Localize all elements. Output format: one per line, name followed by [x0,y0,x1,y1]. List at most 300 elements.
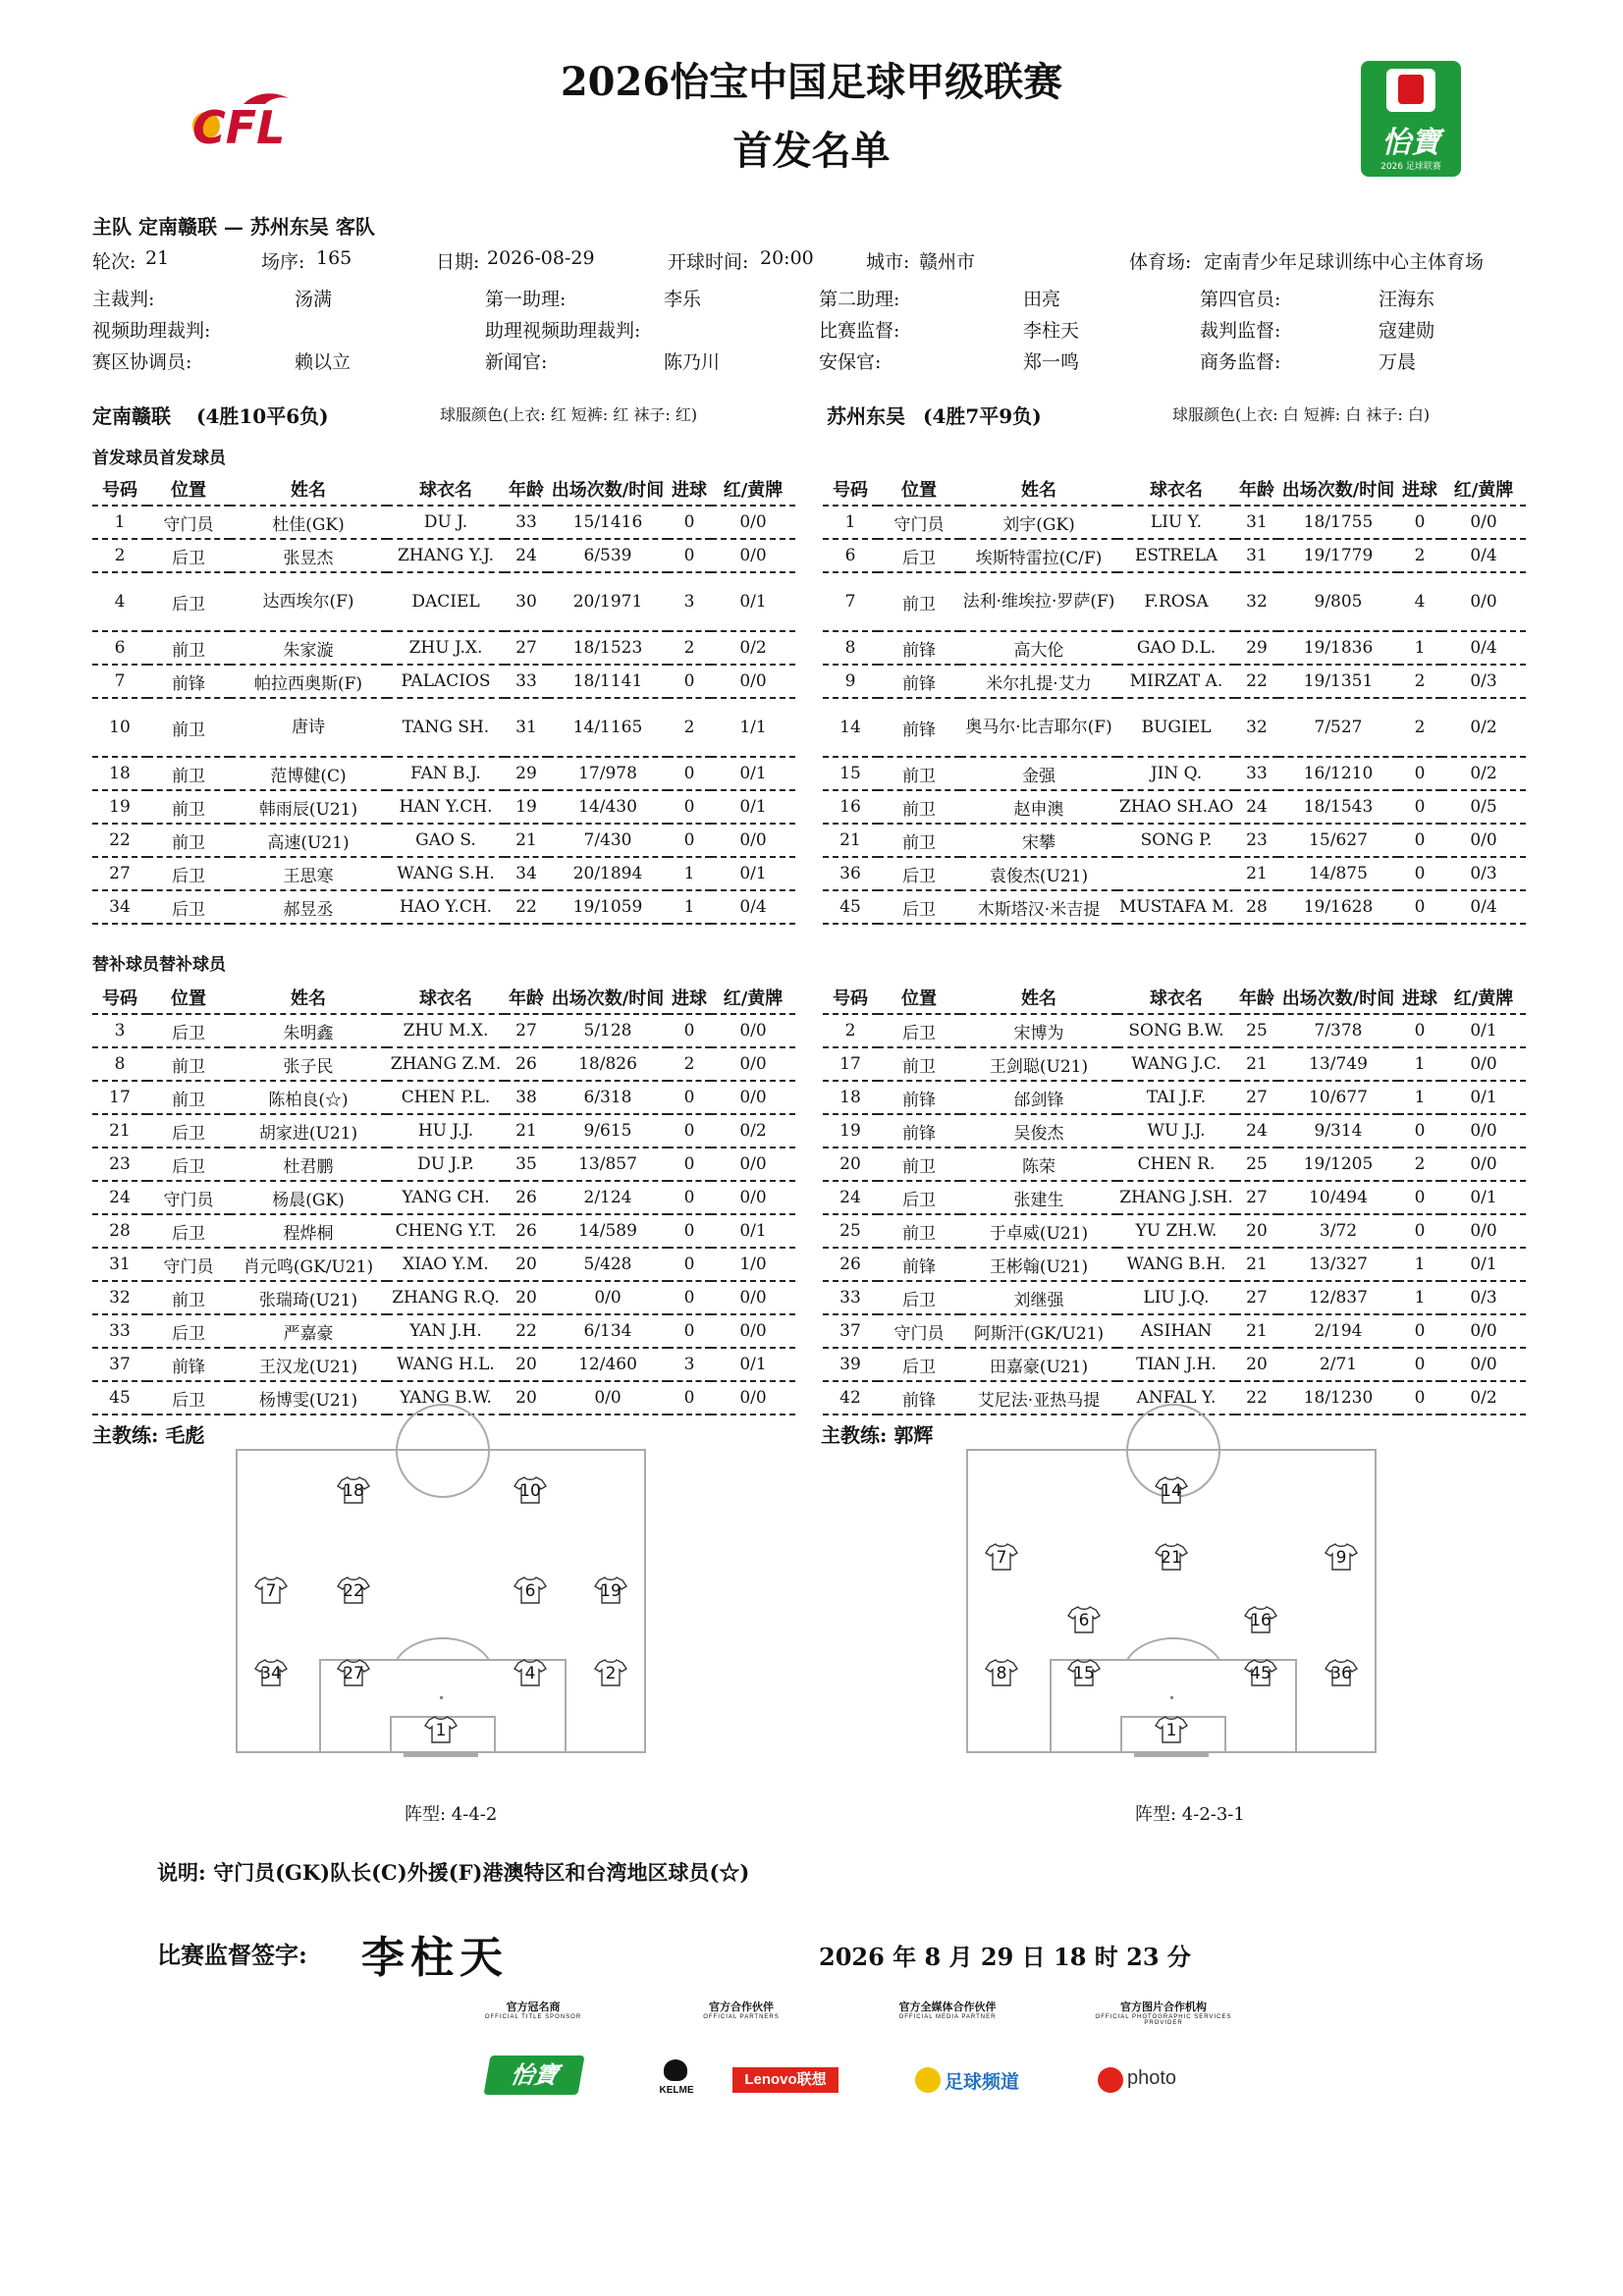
table-cell: 27 [1235,1281,1278,1314]
table-cell: 杨晨(GK) [230,1181,387,1214]
stadium-label: 体育场: [1129,251,1192,273]
home-pitch [236,1449,646,1753]
table-cell: 25 [1235,1148,1278,1181]
table-row [823,1148,1526,1181]
table-cell: 后卫 [147,1014,230,1047]
table-cell: 20 [1235,1214,1278,1248]
column-header: 姓名 [230,982,387,1014]
official-name: 李柱天 [1023,320,1080,342]
sign-label: 比赛监督签字: [157,1941,307,1969]
table-cell: 0 [668,1381,711,1415]
table-cell: 6/318 [548,1081,668,1114]
jersey-number: 14 [1161,1481,1182,1501]
table-cell: 30 [505,572,548,631]
table-cell: 后卫 [878,539,960,572]
svg-text:CFL: CFL [192,101,286,154]
table-cell: 8 [823,631,878,665]
table-cell: 0/1 [711,790,795,824]
table-cell: 0 [1398,1181,1441,1214]
table-cell: 朱家漩 [230,631,387,665]
table-cell: 9 [823,665,878,698]
jersey-number: 15 [1073,1664,1095,1683]
table-cell: MIRZAT A. [1117,665,1235,698]
official-label: 赛区协调员: [92,351,192,373]
away-formation: 阵型: 4-2-3-1 [1135,1804,1245,1825]
table-cell: ZHAO SH.AO [1117,790,1235,824]
table-cell: 田嘉豪(U21) [960,1348,1117,1381]
table-cell: 前锋 [147,665,230,698]
table-cell: ZHANG R.Q. [387,1281,505,1314]
table-cell: BUGIEL [1117,698,1235,757]
table-cell: 高大伦 [960,631,1117,665]
table-cell: 21 [1235,1047,1278,1081]
kickoff-label: 开球时间: [668,251,749,273]
table-cell: 前锋 [878,1248,960,1281]
table-cell: 郝昱丞 [230,890,387,924]
table-cell: 肖元鸣(GK/U21) [230,1248,387,1281]
table-cell: 1/1 [711,698,795,757]
jersey-icon [1325,1542,1358,1572]
city-label: 城市: [866,251,910,273]
table-cell: 3 [92,1014,147,1047]
table-row [823,698,1526,757]
table-cell: 45 [92,1381,147,1415]
table-cell: 守门员 [147,1181,230,1214]
table-cell: 20 [1235,1348,1278,1381]
table-cell: GAO D.L. [1117,631,1235,665]
official-label: 助理视频助理裁判: [485,320,641,342]
table-cell: 2/194 [1278,1314,1398,1348]
sponsor-logo-kelme: KELME [659,2085,694,2096]
table-cell: 19/1351 [1278,665,1398,698]
round-label: 轮次: [92,251,136,273]
table-cell: 守门员 [878,506,960,539]
table-cell: 前卫 [147,1047,230,1081]
table-cell: 后卫 [878,1014,960,1047]
jersey-icon [1325,1658,1358,1687]
table-cell: 后卫 [147,890,230,924]
table-row [92,1014,795,1047]
table-row [823,539,1526,572]
jersey-icon [1067,1605,1101,1634]
table-cell: 26 [505,1214,548,1248]
table-row [92,890,795,924]
table-row [92,539,795,572]
table-cell: 34 [505,857,548,890]
sponsor-title: 官方合作伙伴 [709,2002,774,2013]
table-cell: 2 [1398,665,1441,698]
jersey-icon [1155,1715,1188,1744]
table-cell: 唐诗 [230,698,387,757]
penalty-spot [440,1696,443,1699]
column-header: 红/黄牌 [711,982,795,1014]
table-cell: 18/1755 [1278,506,1398,539]
table-cell: 宋博为 [960,1014,1117,1047]
home-formation: 阵型: 4-4-2 [405,1804,498,1825]
table-cell: 22 [505,890,548,924]
table-cell: 0 [1398,1314,1441,1348]
table-cell: 22 [92,824,147,857]
table-cell: 25 [823,1214,878,1248]
table-cell: 0 [668,1014,711,1047]
table-cell: 前卫 [147,757,230,790]
table-cell: 10/494 [1278,1181,1398,1214]
section-subs: 替补球员替补球员 [92,955,226,975]
table-cell: 0 [1398,824,1441,857]
stadium-value: 定南青少年足球训练中心主体育场 [1204,251,1485,273]
table-cell: 22 [505,1314,548,1348]
table-cell: 0/0 [1441,1214,1526,1248]
table-cell: 0 [1398,1014,1441,1047]
table-cell: DU J. [387,506,505,539]
jersey-number: 1 [1165,1721,1177,1740]
table-cell: 0 [668,824,711,857]
table-cell: 32 [1235,572,1278,631]
table-cell: 王汉龙(U21) [230,1348,387,1381]
table-cell: 3 [668,1348,711,1381]
column-header: 出场次数/时间 [548,473,668,506]
table-cell: 24 [823,1181,878,1214]
table-cell: ASIHAN [1117,1314,1235,1348]
official-label: 商务监督: [1200,351,1281,373]
jersey-number: 16 [1250,1611,1271,1630]
table-cell: 朱明鑫 [230,1014,387,1047]
table-cell: 16/1210 [1278,757,1398,790]
table-cell: 0 [668,757,711,790]
jersey-icon [1155,1475,1188,1505]
table-cell: 后卫 [147,1148,230,1181]
table-cell: 王剑聪(U21) [960,1047,1117,1081]
city-value: 赣州市 [919,251,976,273]
table-cell: DU J.P. [387,1148,505,1181]
table-cell: 10 [92,698,147,757]
table-cell: 24 [1235,1114,1278,1148]
table-cell: 0/3 [1441,857,1526,890]
table-cell: 10/677 [1278,1081,1398,1114]
away-coach: 主教练: 郭辉 [821,1423,934,1447]
table-cell: 21 [1235,1314,1278,1348]
table-cell: WANG S.H. [387,857,505,890]
table-cell: 9/615 [548,1114,668,1148]
table-cell: 7/378 [1278,1014,1398,1047]
table-cell: 前锋 [878,665,960,698]
table-cell: 32 [1235,698,1278,757]
table-cell: 0/0 [548,1381,668,1415]
jersey-number: 21 [1161,1548,1182,1568]
table-cell: FAN B.J. [387,757,505,790]
table-cell: XIAO Y.M. [387,1248,505,1281]
table-row [92,1081,795,1114]
jersey-icon [514,1658,547,1687]
table-cell: 39 [823,1348,878,1381]
table-cell: 6/539 [548,539,668,572]
table-cell: 0 [668,506,711,539]
table-cell: 2 [823,1014,878,1047]
table-cell: 守门员 [147,506,230,539]
official-label: 第二助理: [819,289,900,310]
section-starters: 首发球员首发球员 [92,449,226,468]
table-cell: 13/749 [1278,1047,1398,1081]
table-cell: 5/428 [548,1248,668,1281]
table-cell: 1 [668,857,711,890]
table-cell: 20 [505,1381,548,1415]
table-cell: 26 [823,1248,878,1281]
table-cell: 前锋 [878,1081,960,1114]
table-cell: YANG B.W. [387,1381,505,1415]
table-row [92,506,795,539]
table-cell: WANG H.L. [387,1348,505,1381]
jersey-number: 6 [524,1581,536,1601]
center-arc [396,1404,490,1498]
sponsor-title: 官方图片合作机构 [1120,2002,1207,2013]
table-row [823,506,1526,539]
table-cell: 前卫 [878,572,960,631]
official-name: 陈乃川 [664,351,721,373]
home-coach: 主教练: 毛彪 [92,1423,205,1447]
table-cell: 24 [505,539,548,572]
table-cell: 15 [823,757,878,790]
table-cell: 0 [1398,1214,1441,1248]
table-cell: 0/2 [1441,1381,1526,1415]
table-cell: 0/0 [1441,1348,1526,1381]
column-header: 号码 [92,473,147,506]
table-cell: 1 [1398,631,1441,665]
table-cell: 0/2 [711,1114,795,1148]
table-cell: DACIEL [387,572,505,631]
table-row [823,757,1526,790]
table-cell: 33 [505,506,548,539]
seq-label: 场序: [261,251,305,273]
table-cell: 23 [1235,824,1278,857]
jersey-number: 7 [265,1581,277,1601]
table-row [823,1014,1526,1047]
table-cell: YAN J.H. [387,1314,505,1348]
table-cell: 埃斯特雷拉(C/F) [960,539,1117,572]
jersey-number: 4 [524,1664,536,1683]
home-subs-table [92,982,795,1415]
table-cell: 6/134 [548,1314,668,1348]
table-cell: WU J.J. [1117,1114,1235,1148]
table-row [92,790,795,824]
table-cell: 米尔扎提·艾力 [960,665,1117,698]
table-cell: TIAN J.H. [1117,1348,1235,1381]
official-label: 裁判监督: [1200,320,1281,342]
sponsor-logo-football-channel: 足球频道 [945,2071,1020,2093]
table-cell: ESTRELA [1117,539,1235,572]
table-cell: 张建生 [960,1181,1117,1214]
table-cell: 13/327 [1278,1248,1398,1281]
table-cell: 1 [823,506,878,539]
table-cell: 0/0 [548,1281,668,1314]
table-cell: 0 [668,790,711,824]
table-cell: 26 [505,1181,548,1214]
table-cell: 8 [92,1047,147,1081]
table-cell: 15/1416 [548,506,668,539]
table-cell: 20/1894 [548,857,668,890]
table-cell: 范博健(C) [230,757,387,790]
column-header: 位置 [878,473,960,506]
table-cell: 0 [668,1314,711,1348]
table-cell: 2 [1398,1148,1441,1181]
table-cell: 22 [1235,1381,1278,1415]
table-row [92,572,795,631]
table-cell: 1 [1398,1047,1441,1081]
table-cell: 0/0 [711,506,795,539]
table-cell: 33 [505,665,548,698]
table-cell: ZHANG J.SH. [1117,1181,1235,1214]
table-row [823,890,1526,924]
date-value: 2026-08-29 [487,247,595,269]
table-cell: 奥马尔·比吉耶尔(F) [960,698,1117,757]
table-cell: 27 [1235,1181,1278,1214]
table-cell: 27 [92,857,147,890]
table-cell: 前卫 [878,824,960,857]
table-row [823,1081,1526,1114]
table-cell: 0/1 [711,757,795,790]
table-cell: 20 [505,1348,548,1381]
table-cell: 后卫 [878,1348,960,1381]
table-cell: 0/0 [1441,1148,1526,1181]
table-cell: 阿斯汗(GK/U21) [960,1314,1117,1348]
table-cell: 2 [1398,698,1441,757]
jersey-icon [594,1658,627,1687]
table-cell: 2 [668,1047,711,1081]
table-cell: 0 [668,539,711,572]
table-row [92,698,795,757]
table-cell: ZHU J.X. [387,631,505,665]
table-cell: 45 [823,890,878,924]
table-cell: 杜佳(GK) [230,506,387,539]
table-cell: 0/4 [1441,890,1526,924]
table-cell: 胡家进(U21) [230,1114,387,1148]
column-header: 球衣名 [387,982,505,1014]
table-cell: 后卫 [878,890,960,924]
sponsor-logo-yibao: 怡寶 [483,2056,584,2095]
table-cell: SONG B.W. [1117,1014,1235,1047]
table-cell: 18 [823,1081,878,1114]
table-cell: 7/527 [1278,698,1398,757]
sponsor-subtitle: OFFICIAL MEDIA PARTNER [898,2014,997,2020]
date-label: 日期: [436,251,480,273]
table-cell: 王思寒 [230,857,387,890]
table-cell: 0 [1398,506,1441,539]
jersey-number: 27 [343,1664,364,1683]
table-row [92,1248,795,1281]
table-cell: 后卫 [147,1314,230,1348]
table-cell: 0/0 [1441,572,1526,631]
column-header: 位置 [878,982,960,1014]
home-kit: 球服颜色(上衣: 红 短裤: 红 袜子: 红) [440,405,698,424]
table-cell: 1 [92,506,147,539]
table-cell: 0/0 [1441,1047,1526,1081]
table-cell: 14/430 [548,790,668,824]
jersey-number: 19 [600,1581,622,1601]
table-cell: 0 [1398,790,1441,824]
table-cell: 3/72 [1278,1214,1398,1248]
table-row [823,1281,1526,1314]
table-cell: ZHANG Z.M. [387,1047,505,1081]
yibao-logo: 怡寶 2026 足球联赛 [1361,61,1461,177]
jersey-icon [1244,1658,1277,1687]
sponsor-title: 官方全媒体合作伙伴 [898,2002,997,2013]
official-name: 田亮 [1023,289,1061,310]
page-title: 2026怡宝中国足球甲级联赛 [560,59,1063,105]
jersey-number: 34 [260,1664,282,1683]
column-header: 球衣名 [387,473,505,506]
table-cell: 7 [92,665,147,698]
table-cell: 19/1628 [1278,890,1398,924]
table-cell: 0/1 [711,1214,795,1248]
table-cell: ZHANG Y.J. [387,539,505,572]
home-starters-table [92,473,795,925]
table-cell: TANG SH. [387,698,505,757]
seq-value: 165 [316,247,352,269]
away-starters-table [823,473,1526,925]
table-cell: 18/826 [548,1047,668,1081]
table-row [823,1047,1526,1081]
table-cell: 后卫 [878,1281,960,1314]
sponsor-title: 官方冠名商 [506,2002,561,2013]
table-row [823,1248,1526,1281]
table-cell: 前卫 [878,757,960,790]
table-cell: 1 [1398,1248,1441,1281]
table-cell: 前卫 [878,1047,960,1081]
table-cell: 0/0 [711,665,795,698]
table-cell: 4 [92,572,147,631]
table-cell: 14/1165 [548,698,668,757]
table-cell: 0/1 [1441,1081,1526,1114]
table-cell: CHEN R. [1117,1148,1235,1181]
table-cell: 1 [1398,1281,1441,1314]
home-team-name: 定南赣联 [92,404,171,428]
table-cell: YANG CH. [387,1181,505,1214]
jersey-number: 7 [996,1548,1007,1568]
table-cell: 程烨桐 [230,1214,387,1248]
table-cell: 9/314 [1278,1114,1398,1148]
table-cell: 0 [1398,890,1441,924]
table-cell: 31 [1235,506,1278,539]
jersey-icon [985,1658,1018,1687]
table-cell: 前卫 [147,790,230,824]
official-label: 安保官: [819,351,882,373]
table-cell: 前锋 [878,1381,960,1415]
table-cell: 0 [668,1081,711,1114]
table-cell: 19 [823,1114,878,1148]
round-value: 21 [145,247,170,269]
table-cell: 18/1230 [1278,1381,1398,1415]
jersey-number: 10 [519,1481,541,1501]
table-cell: 0/0 [1441,824,1526,857]
official-label: 比赛监督: [819,320,900,342]
table-cell: 29 [505,757,548,790]
table-cell: 0 [1398,857,1441,890]
column-header: 姓名 [960,473,1117,506]
table-cell: 20/1971 [548,572,668,631]
table-cell: 0/0 [711,1314,795,1348]
goal [1134,1751,1209,1757]
table-cell: 前卫 [878,790,960,824]
table-cell: 陈荣 [960,1148,1117,1181]
table-cell [1117,857,1235,890]
table-cell: 20 [823,1148,878,1181]
football-channel-icon [915,2067,941,2093]
table-cell: 0 [1398,1381,1441,1415]
table-row [92,1214,795,1248]
table-cell: 20 [505,1281,548,1314]
table-cell: 1 [668,890,711,924]
table-cell: 前卫 [878,1148,960,1181]
official-label: 视频助理裁判: [92,320,211,342]
